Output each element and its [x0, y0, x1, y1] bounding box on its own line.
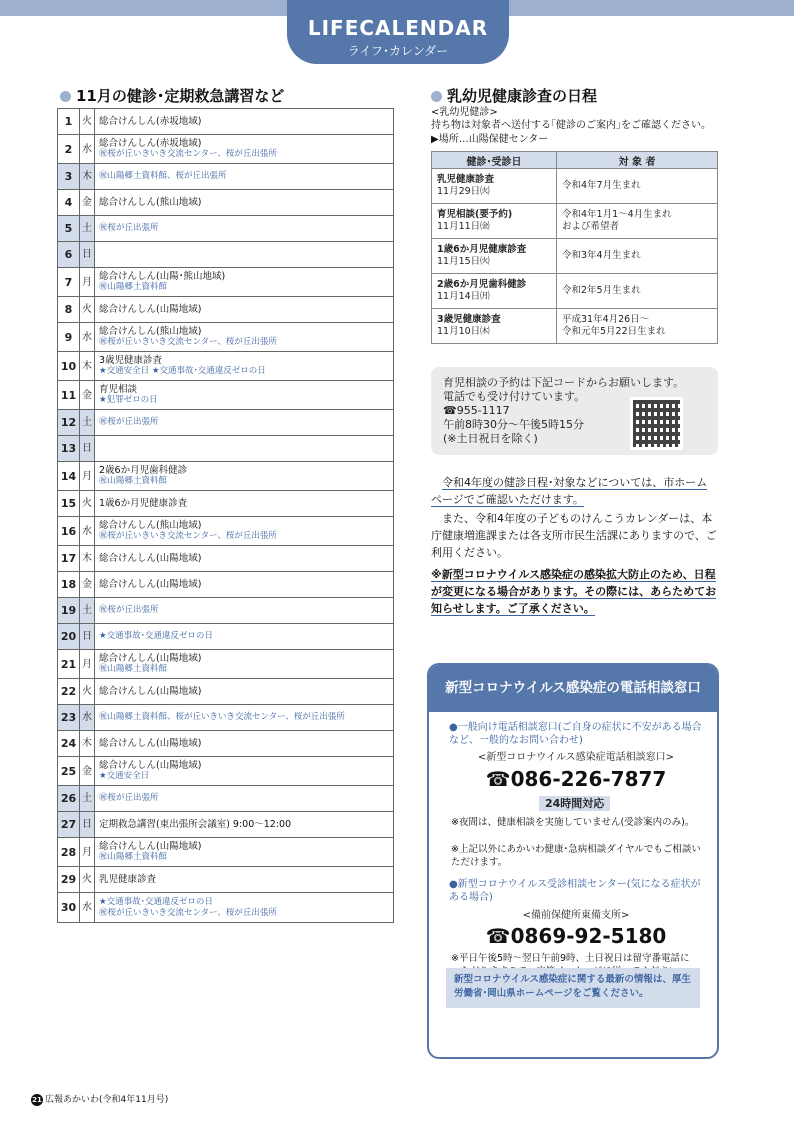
weekday: 火: [80, 297, 95, 323]
event-main: 総合けんしん(赤坂地域): [99, 138, 202, 149]
day-number: 13: [58, 436, 80, 462]
day-events: [95, 757, 394, 786]
weekday: 火: [80, 109, 95, 135]
calendar-row: [58, 109, 394, 135]
calendar-row: [58, 216, 394, 242]
calendar-row: [58, 436, 394, 462]
event-note: ㊗山陽郷土資料館: [99, 852, 168, 862]
weekday: 水: [80, 517, 95, 546]
checkup-cell: [432, 169, 557, 204]
event-main: 総合けんしん(山陽･熊山地域): [99, 271, 226, 282]
weekday: 土: [80, 786, 95, 812]
consult-note: (※土日祝日を除く): [443, 432, 538, 445]
consult-hours: 午前8時30分～午後5時15分: [443, 418, 584, 431]
weekday: 木: [80, 164, 95, 190]
weekday: 火: [80, 679, 95, 705]
day-number: 3: [58, 164, 80, 190]
covid-box-title: 新型コロナウイルス感染症の電話相談窓口: [429, 665, 717, 712]
calendar-row: [58, 352, 394, 381]
calendar-row: [58, 546, 394, 572]
day-number: 18: [58, 572, 80, 598]
day-number: 20: [58, 624, 80, 650]
day-events: [95, 216, 394, 242]
event-note: ㊗桜が丘出張所: [99, 793, 159, 803]
day-events: [95, 381, 394, 410]
left-section-title: 11月の健診･定期救急講習など: [60, 85, 284, 106]
intro-note: 持ち物は対象者へ送付する｢健診のご案内｣をご確認ください。: [431, 120, 711, 131]
target-cell: [557, 204, 718, 239]
checkup-cell: [432, 274, 557, 309]
event-main: 1歳6か月児健康診査: [99, 498, 188, 509]
bullet-dot-icon: [60, 91, 71, 102]
target-cell: [557, 169, 718, 204]
event-main: 2歳6か月児歯科健診: [99, 465, 188, 476]
day-events: [95, 867, 394, 893]
event-main: 総合けんしん(熊山地域): [99, 520, 202, 531]
target-line: 令和2年5月生まれ: [562, 285, 641, 296]
bullet-dot-icon: [431, 91, 442, 102]
event-note: ㊗桜が丘出張所: [99, 605, 159, 615]
col-header-date: 健診･受診日: [432, 152, 557, 169]
general-hotline-name: <新型コロナウイルス感染症電話相談窓口>: [477, 752, 675, 763]
event-note: ★交通安全日: [99, 771, 150, 781]
day-number: 8: [58, 297, 80, 323]
calendar-row: [58, 624, 394, 650]
day-number: 4: [58, 190, 80, 216]
event-main: 総合けんしん(山陽地域): [99, 553, 202, 564]
testing-center-name: <備前保健所東備支所>: [522, 910, 630, 921]
publication-name: 広報あかいわ(令和4年11月号): [45, 1095, 169, 1105]
intro-location: ▶場所…山陽保健センター: [431, 134, 549, 145]
night-note: ※夜間は、健康相談を実施していません(受診案内のみ)。: [451, 817, 695, 828]
target-line: 平成31年4月26日～: [562, 314, 650, 325]
day-events: [95, 786, 394, 812]
event-main: 総合けんしん(山陽地域): [99, 738, 202, 749]
day-number: 17: [58, 546, 80, 572]
event-main: 育児相談: [99, 384, 138, 395]
checkup-cell: [432, 309, 557, 344]
day-number: 7: [58, 268, 80, 297]
day-events: [95, 650, 394, 679]
checkup-schedule-table: [431, 151, 718, 344]
day-number: 12: [58, 410, 80, 436]
event-main: 総合けんしん(熊山地域): [99, 197, 202, 208]
weekday: 土: [80, 598, 95, 624]
day-events: [95, 352, 394, 381]
day-events: [95, 164, 394, 190]
day-number: 25: [58, 757, 80, 786]
day-number: 27: [58, 812, 80, 838]
weekday: 土: [80, 410, 95, 436]
checkup-date: 11月10日㈭: [437, 326, 490, 337]
day-events: [95, 242, 394, 268]
event-main: 総合けんしん(山陽地域): [99, 760, 202, 771]
checkup-cell: [432, 239, 557, 274]
weekday: 木: [80, 731, 95, 757]
calendar-row: [58, 135, 394, 164]
weekday: 月: [80, 462, 95, 491]
event-note: ㊗桜が丘出張所: [99, 417, 159, 427]
day-events: [95, 705, 394, 731]
target-cell: [557, 239, 718, 274]
checkup-date: 11月14日㈪: [437, 291, 490, 302]
event-main: 総合けんしん(山陽地域): [99, 841, 202, 852]
target-line: 令和4年1月1～4月生まれ: [562, 209, 672, 220]
calendar-row: [58, 381, 394, 410]
day-number: 19: [58, 598, 80, 624]
event-note: ㊗山陽郷土資料館: [99, 282, 168, 292]
event-main: 定期救急講習(東出張所会議室) 9:00～12:00: [99, 819, 292, 830]
event-note: ㊗山陽郷土資料館: [99, 476, 168, 486]
intro-label: <乳幼児健診>: [431, 107, 498, 118]
day-events: [95, 436, 394, 462]
calendar-row: [58, 598, 394, 624]
calendar-row: [58, 705, 394, 731]
checkup-date: 11月11日㈮: [437, 221, 490, 232]
day-events: [95, 135, 394, 164]
weekday: 水: [80, 893, 95, 923]
event-note: ㊗桜が丘出張所: [99, 223, 159, 233]
checkup-name: 3歳児健康診査: [437, 314, 501, 325]
event-note: ㊗桜が丘いきいき交流センター、桜が丘出張所: [99, 531, 277, 541]
calendar-row: [58, 650, 394, 679]
weekday: 月: [80, 650, 95, 679]
general-hotline-phone: ☎086-226-7877: [485, 767, 667, 791]
testing-center-heading: ●新型コロナウイルス受診相談センター(気になる症状がある場合): [449, 879, 701, 903]
day-events: [95, 462, 394, 491]
calendar-row: [58, 757, 394, 786]
schedule-row: [432, 309, 718, 344]
day-number: 9: [58, 323, 80, 352]
latest-info-note: 新型コロナウイルス感染症に関する最新の情報は、厚生労働省･岡山県ホームページをご覧ください。: [446, 968, 700, 1008]
event-note: ★犯罪ゼロの日: [99, 395, 158, 405]
weekday: 水: [80, 705, 95, 731]
answering-machine-note: ※平日午後5時～翌日午前9時、土日祝日は留守番電話に: [451, 953, 690, 964]
calendar-row: [58, 679, 394, 705]
day-number: 2: [58, 135, 80, 164]
target-line: および希望者: [562, 221, 620, 232]
calendar-row: [58, 731, 394, 757]
schedule-row: [432, 239, 718, 274]
day-events: [95, 598, 394, 624]
consult-line: 育児相談の予約は下記コードからお願いします。: [443, 376, 685, 389]
calendar-row: [58, 838, 394, 867]
weekday: 日: [80, 242, 95, 268]
checkup-date: 11月29日㈫: [437, 186, 490, 197]
calendar-row: [58, 268, 394, 297]
qr-code-icon[interactable]: [630, 397, 683, 450]
weekday: 木: [80, 546, 95, 572]
day-events: [95, 812, 394, 838]
weekday: 水: [80, 323, 95, 352]
weekday: 月: [80, 268, 95, 297]
schedule-row: [432, 169, 718, 204]
checkup-date: 11月15日㈫: [437, 256, 490, 267]
event-note: ★交通事故･交通違反ゼロの日: [99, 631, 213, 641]
day-events: [95, 893, 394, 923]
calendar-row: [58, 164, 394, 190]
calendar-row: [58, 462, 394, 491]
right-section-title: 乳幼児健康診査の日程: [431, 85, 597, 106]
page-number: 21: [32, 1096, 42, 1104]
event-main: 3歳児健康診査: [99, 355, 163, 366]
day-events: [95, 323, 394, 352]
day-events: [95, 838, 394, 867]
day-number: 26: [58, 786, 80, 812]
day-number: 21: [58, 650, 80, 679]
calendar-row: [58, 812, 394, 838]
day-number: 16: [58, 517, 80, 546]
day-events: [95, 731, 394, 757]
covid-hotline-box: [427, 663, 719, 1059]
event-note: ★交通事故･交通違反ゼロの日: [99, 896, 213, 907]
day-events: [95, 679, 394, 705]
calendar-row: [58, 491, 394, 517]
day-number: 6: [58, 242, 80, 268]
calendar-row: [58, 190, 394, 216]
day-events: [95, 109, 394, 135]
paragraph-calendar: また、令和4年度の子どものけんこうカレンダーは、本庁健康増進課または各支所市民生活課にありますので、ご利用ください。: [431, 512, 717, 559]
weekday: 金: [80, 572, 95, 598]
header-title: LIFECALENDAR: [307, 16, 489, 40]
calendar-row: [58, 572, 394, 598]
day-number: 24: [58, 731, 80, 757]
target-cell: [557, 309, 718, 344]
event-main: 総合けんしん(熊山地域): [99, 326, 202, 337]
day-number: 28: [58, 838, 80, 867]
target-line: 令和4年7月生まれ: [562, 180, 641, 191]
day-number: 30: [58, 893, 80, 923]
checkup-cell: [432, 204, 557, 239]
checkup-name: 1歳6か月児健康診査: [437, 244, 527, 255]
target-line: 令和元年5月22日生まれ: [562, 326, 666, 337]
consult-phone: ☎955-1117: [443, 404, 510, 417]
header-tab: [287, 0, 509, 64]
page-footer: [31, 1092, 168, 1106]
other-line-note: ※上記以外にあかいわ健康･急病相談ダイヤルでもご相談いただけます。: [451, 844, 701, 868]
day-number: 5: [58, 216, 80, 242]
event-note: ★交通安全日 ★交通事故･交通違反ゼロの日: [99, 366, 266, 376]
day-events: [95, 297, 394, 323]
weekday: 月: [80, 838, 95, 867]
schedule-row: [432, 204, 718, 239]
calendar-table: [57, 108, 394, 923]
event-main: 乳児健康診査: [99, 874, 157, 885]
event-note: ㊗山陽郷土資料館、桜が丘出張所: [99, 171, 227, 181]
general-hotline-heading: ●一般向け電話相談窓口(ご自身の症状に不安がある場合など、一般的なお問い合わせ): [449, 722, 702, 746]
hours-badge: 24時間対応: [539, 796, 610, 811]
day-events: [95, 268, 394, 297]
calendar-row: [58, 786, 394, 812]
event-main: 総合けんしん(山陽地域): [99, 304, 202, 315]
event-main: 総合けんしん(赤坂地域): [99, 116, 202, 127]
calendar-row: [58, 410, 394, 436]
event-main: 総合けんしん(山陽地域): [99, 579, 202, 590]
weekday: 日: [80, 812, 95, 838]
paragraph-covid-note: ※新型コロナウイルス感染症の感染拡大防止のため、日程が変更になる場合があります。その際には、あらためてお知らせします。ご了承ください。: [431, 568, 717, 615]
weekday: 金: [80, 190, 95, 216]
weekday: 金: [80, 381, 95, 410]
calendar-row: [58, 297, 394, 323]
event-note: ㊗桜が丘いきいき交流センター、桜が丘出張所: [99, 337, 277, 347]
checkup-name: 乳児健康診査: [437, 174, 495, 185]
event-main: 総合けんしん(山陽地域): [99, 686, 202, 697]
testing-center-phone: ☎0869-92-5180: [485, 924, 667, 948]
weekday: 火: [80, 491, 95, 517]
weekday: 日: [80, 436, 95, 462]
event-note: ㊗山陽郷土資料館、桜が丘いきいき交流センター、桜が丘出張所: [99, 712, 345, 722]
event-note: ㊗桜が丘いきいき交流センター、桜が丘出張所: [99, 907, 277, 918]
day-events: [95, 517, 394, 546]
calendar-row: [58, 242, 394, 268]
day-events: [95, 491, 394, 517]
day-events: [95, 546, 394, 572]
calendar-row: [58, 867, 394, 893]
weekday: 土: [80, 216, 95, 242]
event-note: ㊗山陽郷土資料館: [99, 664, 168, 674]
weekday: 火: [80, 867, 95, 893]
day-number: 22: [58, 679, 80, 705]
day-number: 29: [58, 867, 80, 893]
calendar-row: [58, 323, 394, 352]
header-subtitle: ライフ･カレンダー: [347, 44, 449, 58]
event-note: ㊗桜が丘いきいき交流センター、桜が丘出張所: [99, 149, 277, 159]
day-number: 1: [58, 109, 80, 135]
day-number: 11: [58, 381, 80, 410]
target-line: 令和3年4月生まれ: [562, 250, 641, 261]
weekday: 日: [80, 624, 95, 650]
paragraph-website: 令和4年度の健診日程･対象などについては、市ホームページでご確認いただけます。: [431, 476, 708, 506]
day-number: 15: [58, 491, 80, 517]
checkup-name: 2歳6か月児歯科健診: [437, 279, 527, 290]
schedule-row: [432, 274, 718, 309]
calendar-row: [58, 517, 394, 546]
day-events: [95, 572, 394, 598]
day-number: 10: [58, 352, 80, 381]
day-number: 23: [58, 705, 80, 731]
col-header-target: 対 象 者: [557, 152, 718, 169]
calendar-row: [58, 893, 394, 923]
weekday: 木: [80, 352, 95, 381]
checkup-name: 育児相談(要予約): [437, 209, 513, 220]
day-events: [95, 624, 394, 650]
day-number: 14: [58, 462, 80, 491]
day-events: [95, 410, 394, 436]
weekday: 水: [80, 135, 95, 164]
event-main: 総合けんしん(山陽地域): [99, 653, 202, 664]
consult-line: 電話でも受け付けています。: [443, 390, 586, 403]
target-cell: [557, 274, 718, 309]
day-events: [95, 190, 394, 216]
weekday: 金: [80, 757, 95, 786]
